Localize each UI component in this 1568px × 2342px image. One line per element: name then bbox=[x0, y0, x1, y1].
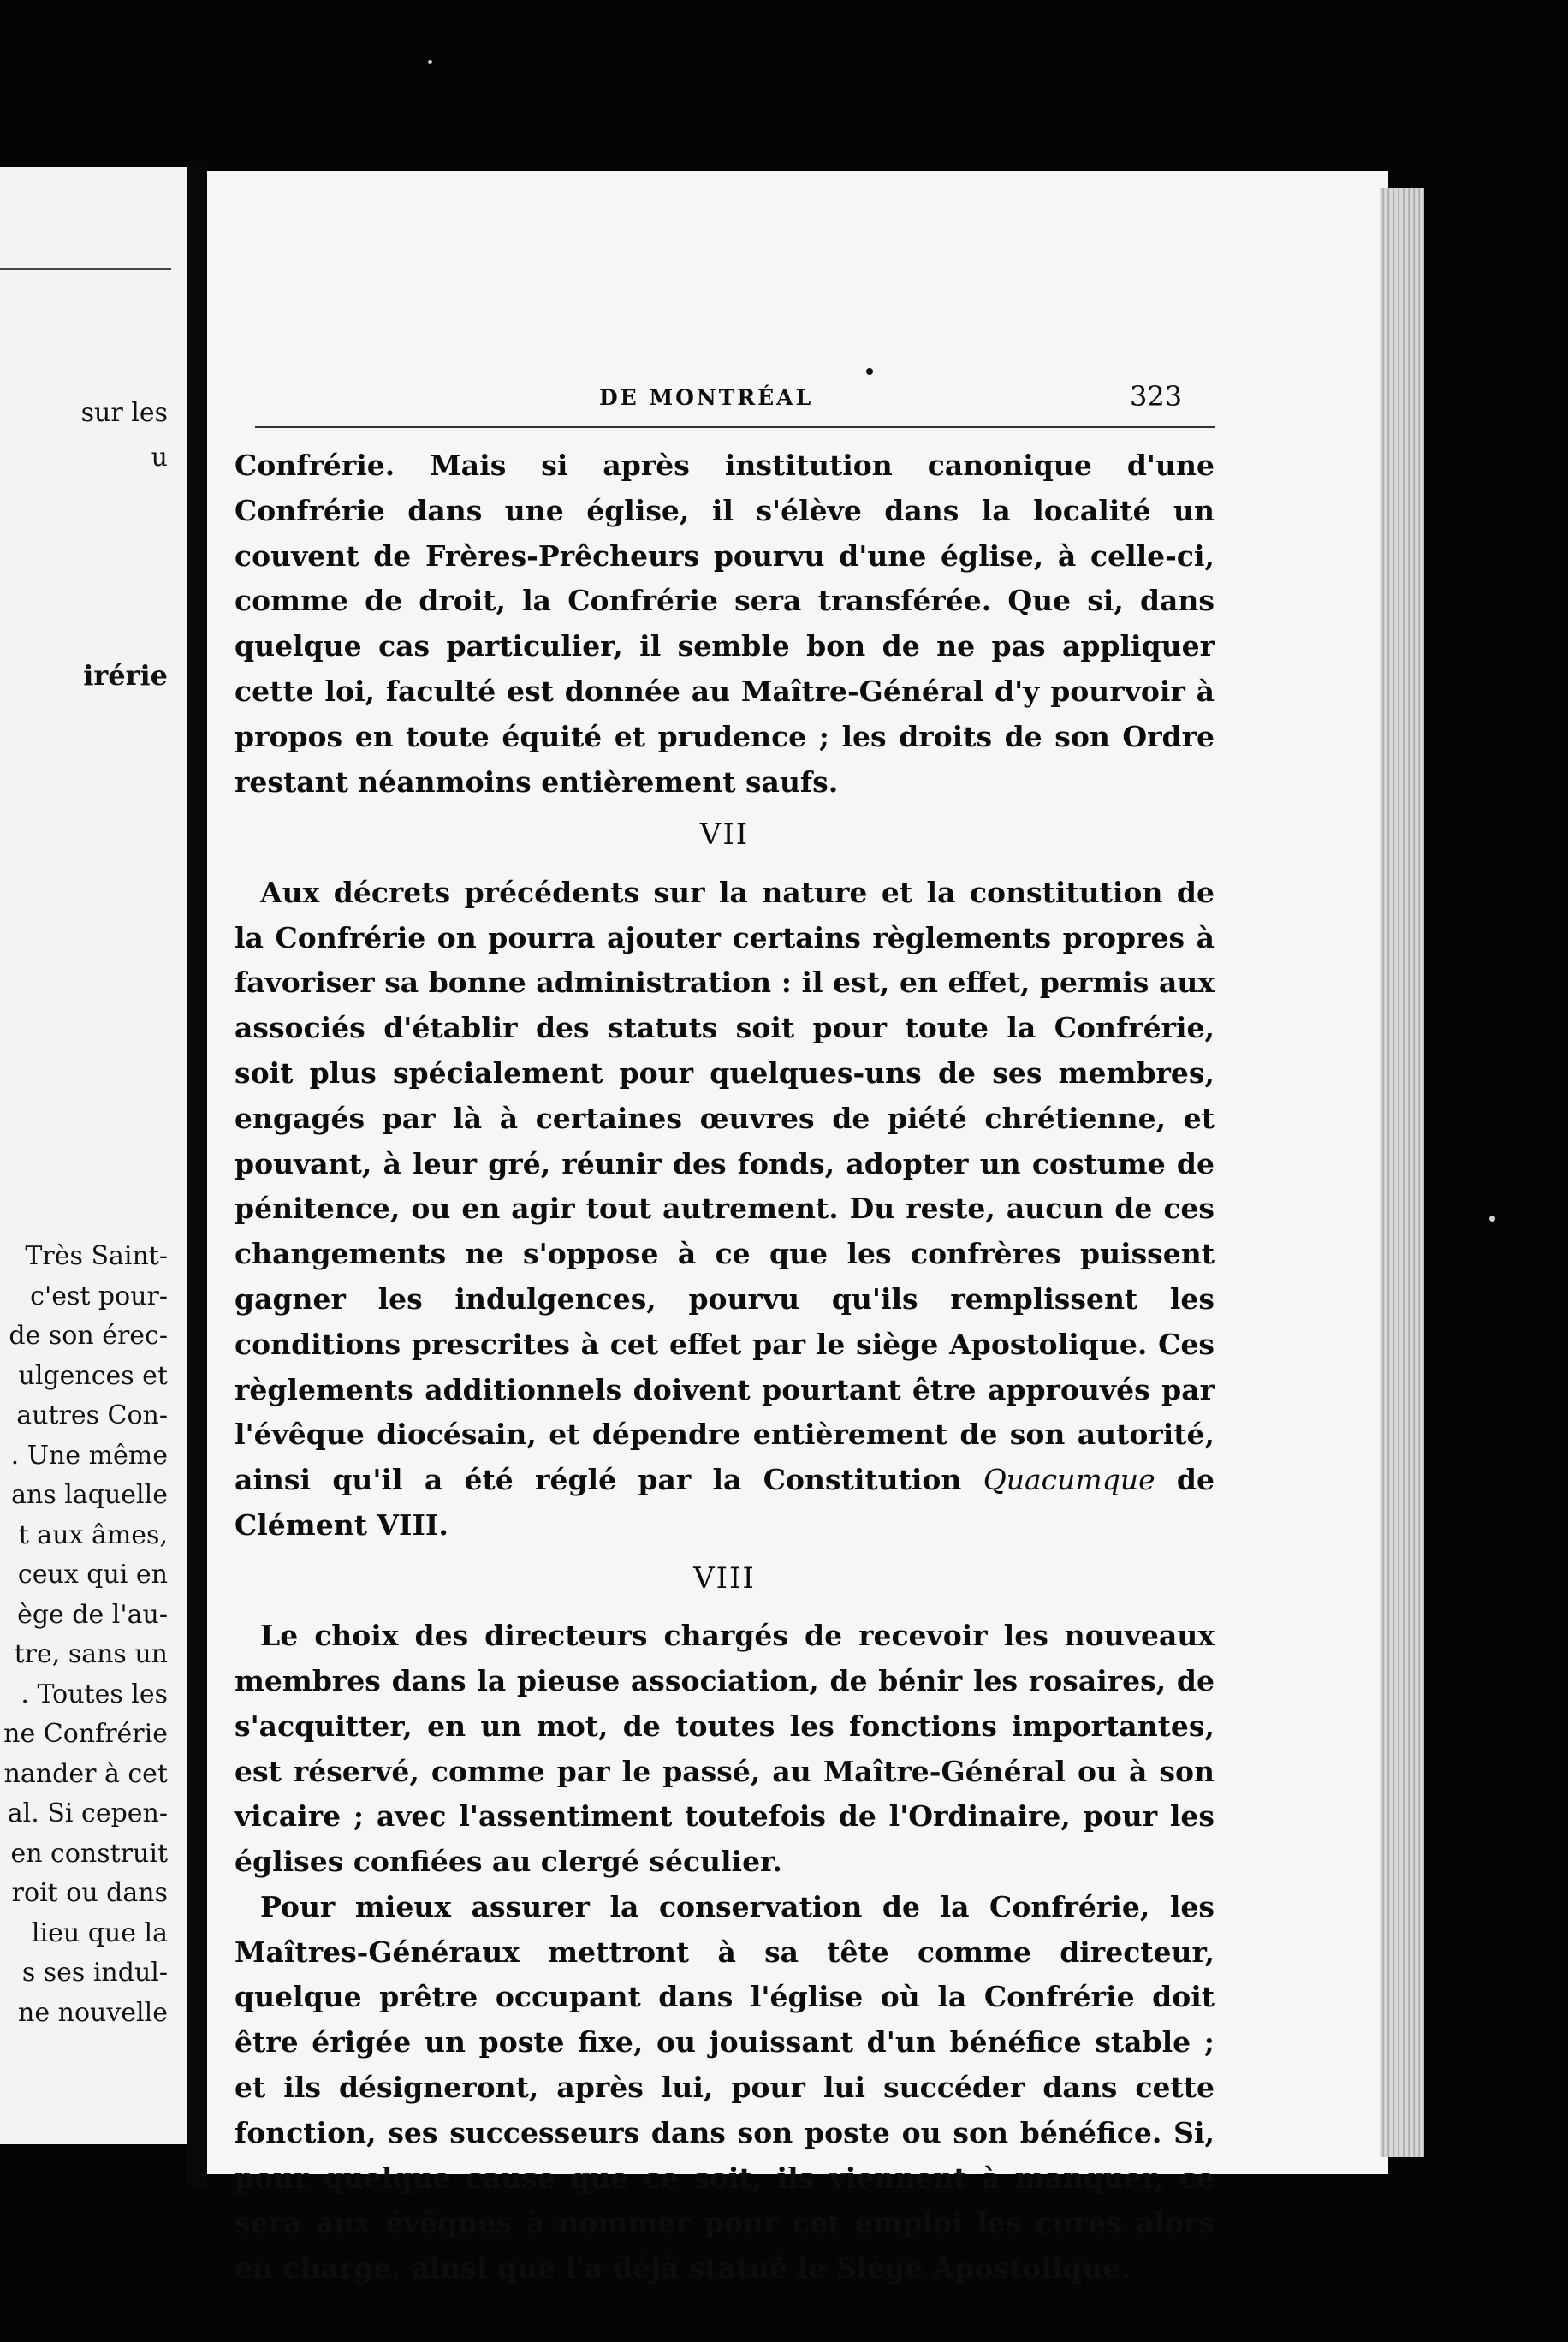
section-heading-vii: VII bbox=[699, 817, 750, 853]
page-body bbox=[235, 443, 1215, 2291]
constitution-title: Quacumque bbox=[983, 1463, 1155, 1497]
left-page-rule bbox=[0, 268, 171, 270]
left-page-heading: irérie bbox=[83, 659, 168, 692]
left-page-line: . Toutes les bbox=[21, 1679, 168, 1709]
left-page-line: t aux âmes, bbox=[18, 1519, 168, 1550]
left-page-line: c'est pour- bbox=[30, 1281, 168, 1311]
page-edges bbox=[1380, 188, 1424, 2157]
left-page-line: tre, sans un bbox=[14, 1639, 168, 1669]
left-page-line: ège de l'au- bbox=[17, 1599, 168, 1630]
running-title: DE MONTRÉAL bbox=[599, 385, 814, 410]
left-page-line: Très Saint- bbox=[25, 1241, 168, 1271]
page-speck bbox=[866, 368, 873, 375]
left-page-line: de son érec- bbox=[9, 1321, 168, 1351]
header-rule bbox=[255, 426, 1215, 428]
left-page-line: roit ou dans bbox=[11, 1878, 168, 1908]
left-page-line: ans laquelle bbox=[11, 1480, 168, 1510]
left-page-line: s ses indul- bbox=[21, 1958, 168, 1988]
page-number: 323 bbox=[1130, 380, 1183, 413]
film-speck bbox=[1489, 1216, 1495, 1222]
left-page-line: en construit bbox=[10, 1838, 168, 1869]
left-page-line: ulgences et bbox=[18, 1360, 168, 1391]
right-page bbox=[207, 171, 1388, 2286]
left-page-fragment bbox=[0, 167, 187, 2144]
left-page-line: autres Con- bbox=[16, 1400, 168, 1430]
film-speck bbox=[428, 60, 432, 64]
left-page-line: al. Si cepen- bbox=[7, 1798, 168, 1828]
left-page-line: u bbox=[151, 443, 168, 473]
paragraph-2-end: de Clément VIII. bbox=[235, 1463, 1215, 1542]
paragraph-2 bbox=[235, 871, 1215, 1548]
left-page-line: sur les bbox=[80, 398, 168, 428]
left-page-line: ceux qui en bbox=[17, 1560, 168, 1590]
paragraph-2-text: Aux décrets précédents sur la nature et la constitution de la Confrérie on pourra ajouter certains règlements propres à favoriser sa bonne administration : il est, en effet, permis aux associés d'établir des statuts soit pour toute la Confrérie, soit plus spécialement pour quelques-uns de ses membres, engagés par là à certaines œuvres de piété chrétienne, et pouvant, à leur gré, réunir des fonds, adopter un costume de pénitence, ou en agir tout autrement. Du reste, aucun de ces changements ne s'oppose à ce que les confrères puissent gagner les indulgences, pourvu qu'ils remplissent les conditions prescrites à cet effet par le siège Apostolique. Ces règlements additionnels doivent pourtant être approuvés par l'évêque diocésain, et dépendre entièrement de son autorité, ainsi qu'il a été réglé par la Constitution bbox=[235, 875, 1215, 1497]
book-gutter bbox=[187, 167, 207, 2187]
left-page-line: ne Confrérie bbox=[3, 1719, 168, 1749]
left-page-line: nander à cet bbox=[3, 1758, 168, 1789]
section-heading-viii: VIII bbox=[693, 1560, 756, 1596]
paragraph-3: Le choix des directeurs chargés de recevoir les nouveaux membres dans la pieuse association, de bénir les rosaires, de s'acquitter, en un mot, de toutes les fonctions importantes, est réservé, comme par le passé, au Maître-Général ou à son vicaire ; avec l'assentiment toutefois de l'Ordinaire, pour les églises confiées au clergé séculier. bbox=[235, 1619, 1215, 1879]
paragraph-1: Confrérie. Mais si après institution canonique d'une Confrérie dans une église, il s'élève dans la localité un couvent de Frères-Prêcheurs pourvu d'une église, à celle-ci, comme de droit, la Confrérie sera transférée. Que si, dans quelque cas particulier, il semble bon de ne pas appliquer cette loi, faculté est donnée au Maître-Général d'y pourvoir à propos en toute équité et prudence ; les droits de son Ordre restant néanmoins entièrement saufs. bbox=[235, 449, 1215, 799]
left-page-line: lieu que la bbox=[31, 1917, 168, 1948]
left-page-line: ne nouvelle bbox=[18, 1997, 168, 2028]
running-head bbox=[207, 380, 1388, 419]
paragraph-4: Pour mieux assurer la conservation de la Confrérie, les Maîtres-Généraux mettront à sa tête comme directeur, quelque prêtre occupant dans l'église où la Confrérie doit être érigée un poste fixe, ou jouissant d'un bénéfice stable ; et ils désigneront, après lui, pour lui succéder dans cette fonction, ses successeurs dans son poste ou son bénéfice. Si, pour quelque cause que ce soit, ils viennent à manquer, ce sera aux évêques à nommer pour cet emploi les cures alors en charge, ainsi que l'a déjà statué le Siège Apostolique. bbox=[235, 1889, 1215, 2286]
left-page-line: . Une même bbox=[10, 1440, 168, 1471]
